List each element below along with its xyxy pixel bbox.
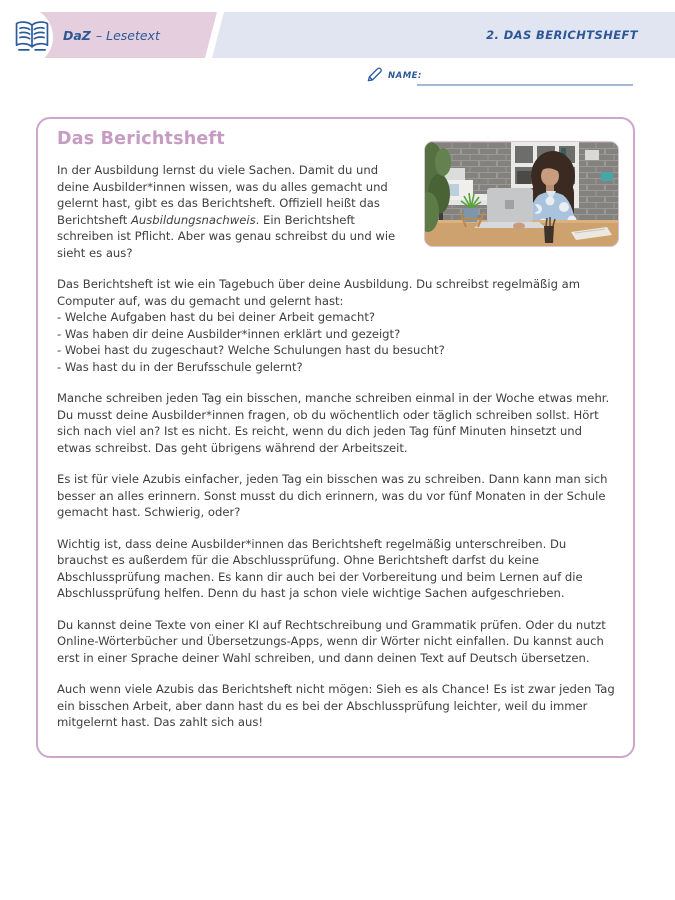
subject-label [63,12,160,58]
article-paragraph: Es ist für viele Azubis einfacher, jeden Tag ein bisschen was zu schreiben. Dann kann man sich besser an alles erinnern. Sonst musst du dich erinnern, was du vor fünf Monaten in der Schule gemacht hast. Schwierig, oder? [57,472,608,519]
article-paragraph: Manche schreiben jeden Tag ein bisschen, manche schreiben einmal in der Woche etwas mehr. Du musst deine Ausbilder*innen fragen, ob du wöchentlich oder täglich schreiben sollst. Hört sich nach viel an? Ist es nicht. Es reicht, wenn du dich jeden Tag fünf Minuten hinsetzt und etwas schreibst. Das geht übrigens während der Arbeitszeit. [57,391,610,455]
diary-bullet: - Wobei hast du zugeschaut? Welche Schulungen hast du besucht? [57,343,445,357]
intro-italic-term: Ausbildungsnachweis [130,212,256,227]
article-title: Das Berichtsheft [57,129,225,149]
name-input-line[interactable] [417,84,633,86]
diary-bullet: - Was hast du in der Berufsschule gelernt? [57,359,303,374]
article-photo-illustration [425,142,618,246]
subject-label-bold: DaZ [63,27,91,43]
subject-label-rest: – Lesetext [95,27,160,43]
open-book-icon [13,19,51,53]
name-label: NAME: [388,71,422,81]
article-paragraph: Du kannst deine Texte von einer KI auf Rechtschreibung und Grammatik prüfen. Oder du nutzt Online-Wörterbücher und Übersetzungs-Apps, wenn dir Wörter nicht einfallen. Du kannst auch erst in einer Sprache deiner Wahl schreiben, und dann deinen Text auf Deutsch übersetzen. [57,617,606,665]
diary-text: Das Berichtsheft ist wie ein Tagebuch über deine Ausbildung. Du schreibst regelmäßig am Computer auf, was du gemacht und gelernt hast: [57,277,581,308]
intro-text-end: . Ein Berichtsheft schreiben ist Pflicht. Aber was genau schreibst du und wie sieht es aus? [57,212,396,260]
diary-bullet: - Was haben dir deine Ausbilder*innen erklärt und gezeigt? [57,326,401,341]
article-paragraph: Wichtig ist, dass deine Ausbilder*innen das Berichtsheft regelmäßig unterschreiben. Du brauchst es außerdem für die Abschlussprüfung. Ohne Berichtsheft darfst du keine Abschlussprüfung machen. Es kann dir auch bei der Vorbereitung und beim Lernen auf die Abschlussprüfung helfen. Denn du hast ja schon viele wichtige Sachen aufgeschrieben. [57,536,583,600]
article-paragraph-diary [57,276,619,375]
pencil-icon [366,66,383,83]
reading-text-box [36,117,635,758]
intro-text: In der Ausbildung lernst du viele Sachen. Damit du und deine Ausbilder*innen wissen, was du alles gemacht und gelernt hast, gibt es das Berichtsheft. Offiziell heißt das Berichtsheft [57,163,388,227]
article-photo [424,141,619,247]
article-paragraph: Auch wenn viele Azubis das Berichtsheft nicht mögen: Sieh es als Chance! Es ist zwar jeden Tag ein bisschen Arbeit, aber dann hast du es bei der Abschlussprüfung leichter, weil du immer mitgelernt hast. Das zahlt sich aus! [57,682,615,729]
diary-bullet: - Welche Aufgaben hast du bei deiner Arbeit gemacht? [57,310,376,324]
chapter-title: 2. DAS BERICHTSHEFT [486,28,638,42]
